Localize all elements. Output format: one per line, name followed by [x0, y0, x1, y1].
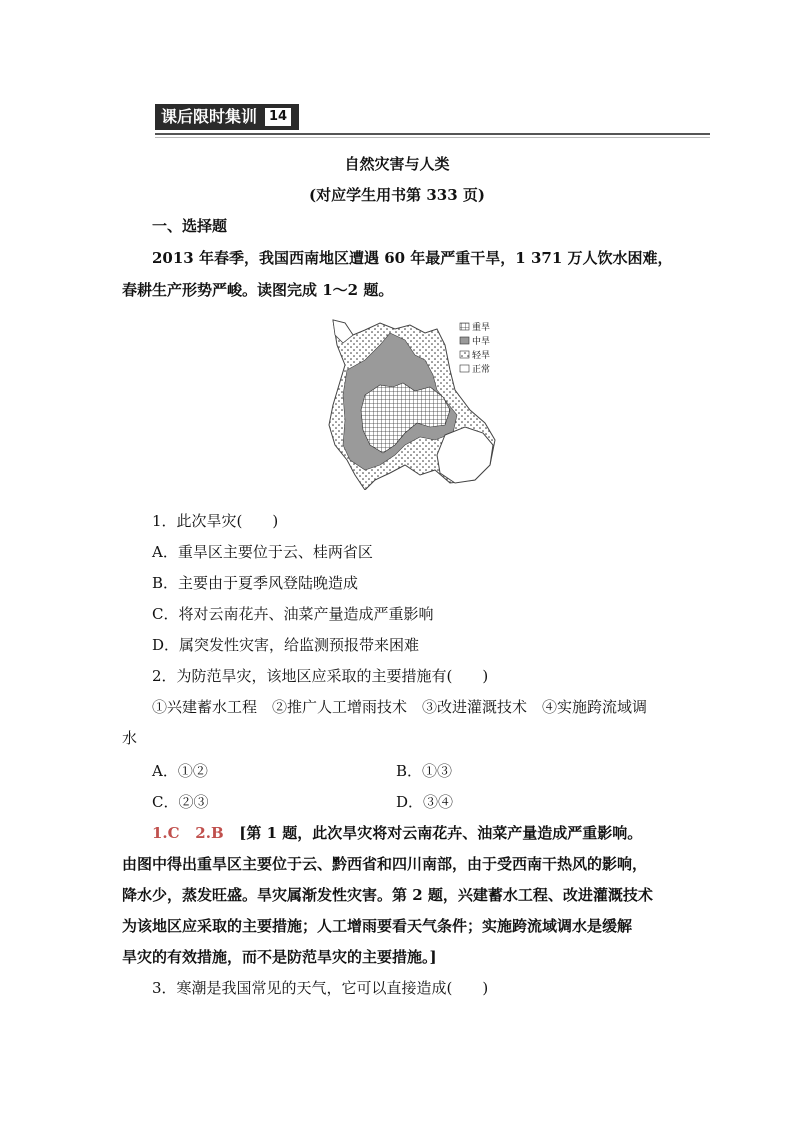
map-legend: [460, 321, 490, 375]
header-rule: [155, 133, 710, 135]
legend-light: 轻旱: [472, 351, 491, 361]
q2-option-d: D．③④: [396, 793, 454, 811]
banner-box: [155, 104, 299, 130]
q1-option-b: B．主要由于夏季风登陆晚造成: [152, 574, 359, 592]
header-rule-thin: [155, 137, 710, 138]
legend-normal: 正常: [472, 365, 491, 375]
q2-option-c: C．②③: [152, 793, 209, 811]
answer-line-3: 降水少，蒸发旺盛。旱灾属渐发性灾害。第 2 题，兴建蓄水工程、改进灌溉技术: [122, 886, 653, 904]
legend-severe: 重旱: [472, 323, 491, 333]
answer-key-1: 1.C: [152, 824, 180, 842]
q1-stem: 1．此次旱灾( ): [152, 512, 279, 530]
answer-line-4: 为该地区应采取的主要措施；人工增雨要看天气条件；实施跨流域调水是缓解: [122, 917, 633, 935]
answer-key-2: 2.B: [195, 824, 224, 842]
answer-line-5: 旱灾的有效措施，而不是防范旱灾的主要措施。]: [122, 948, 437, 966]
q3-stem: 3．寒潮是我国常见的天气，它可以直接造成( ): [152, 979, 489, 997]
answer-line-2: 由图中得出重旱区主要位于云、黔西省和四川南部，由于受西南干热风的影响，: [122, 855, 648, 873]
section-heading: 一、选择题: [152, 217, 228, 235]
q2-stem: 2．为防范旱灾，该地区应采取的主要措施有( ): [152, 667, 489, 685]
q1-option-a: A．重旱区主要位于云、桂两省区: [152, 543, 373, 561]
page-subtitle: (对应学生用书第 333 页): [309, 186, 485, 204]
banner-number: 14: [265, 108, 291, 126]
q2-option-b: B．①③: [396, 762, 453, 780]
drought-map: [325, 315, 510, 490]
banner-label: 课后限时集训: [161, 107, 258, 126]
answer-text-1: [第 1 题，此次旱灾将对云南花卉、油菜产量造成严重影响。: [239, 824, 643, 842]
q2-measures-1: ①兴建蓄水工程 ②推广人工增雨技术 ③改进灌溉技术 ④实施跨流域调: [152, 698, 648, 716]
q1-option-c: C．将对云南花卉、油菜产量造成严重影响: [152, 605, 434, 623]
q2-measures-2: 水: [122, 729, 138, 747]
answer-line-1: [152, 822, 642, 843]
q2-option-a: A．①②: [152, 762, 208, 780]
q1-option-d: D．属突发性灾害，给监测预报带来困难: [152, 636, 420, 654]
legend-medium: 中旱: [472, 337, 491, 347]
region-normal: [437, 427, 493, 483]
page-title: 自然灾害与人类: [344, 155, 450, 173]
intro-line-2: 春耕生产形势严峻。读图完成 1～2 题。: [122, 281, 394, 299]
intro-line-1: 2013 年春季，我国西南地区遭遇 60 年最严重干旱，1 371 万人饮水困难，: [152, 249, 673, 267]
